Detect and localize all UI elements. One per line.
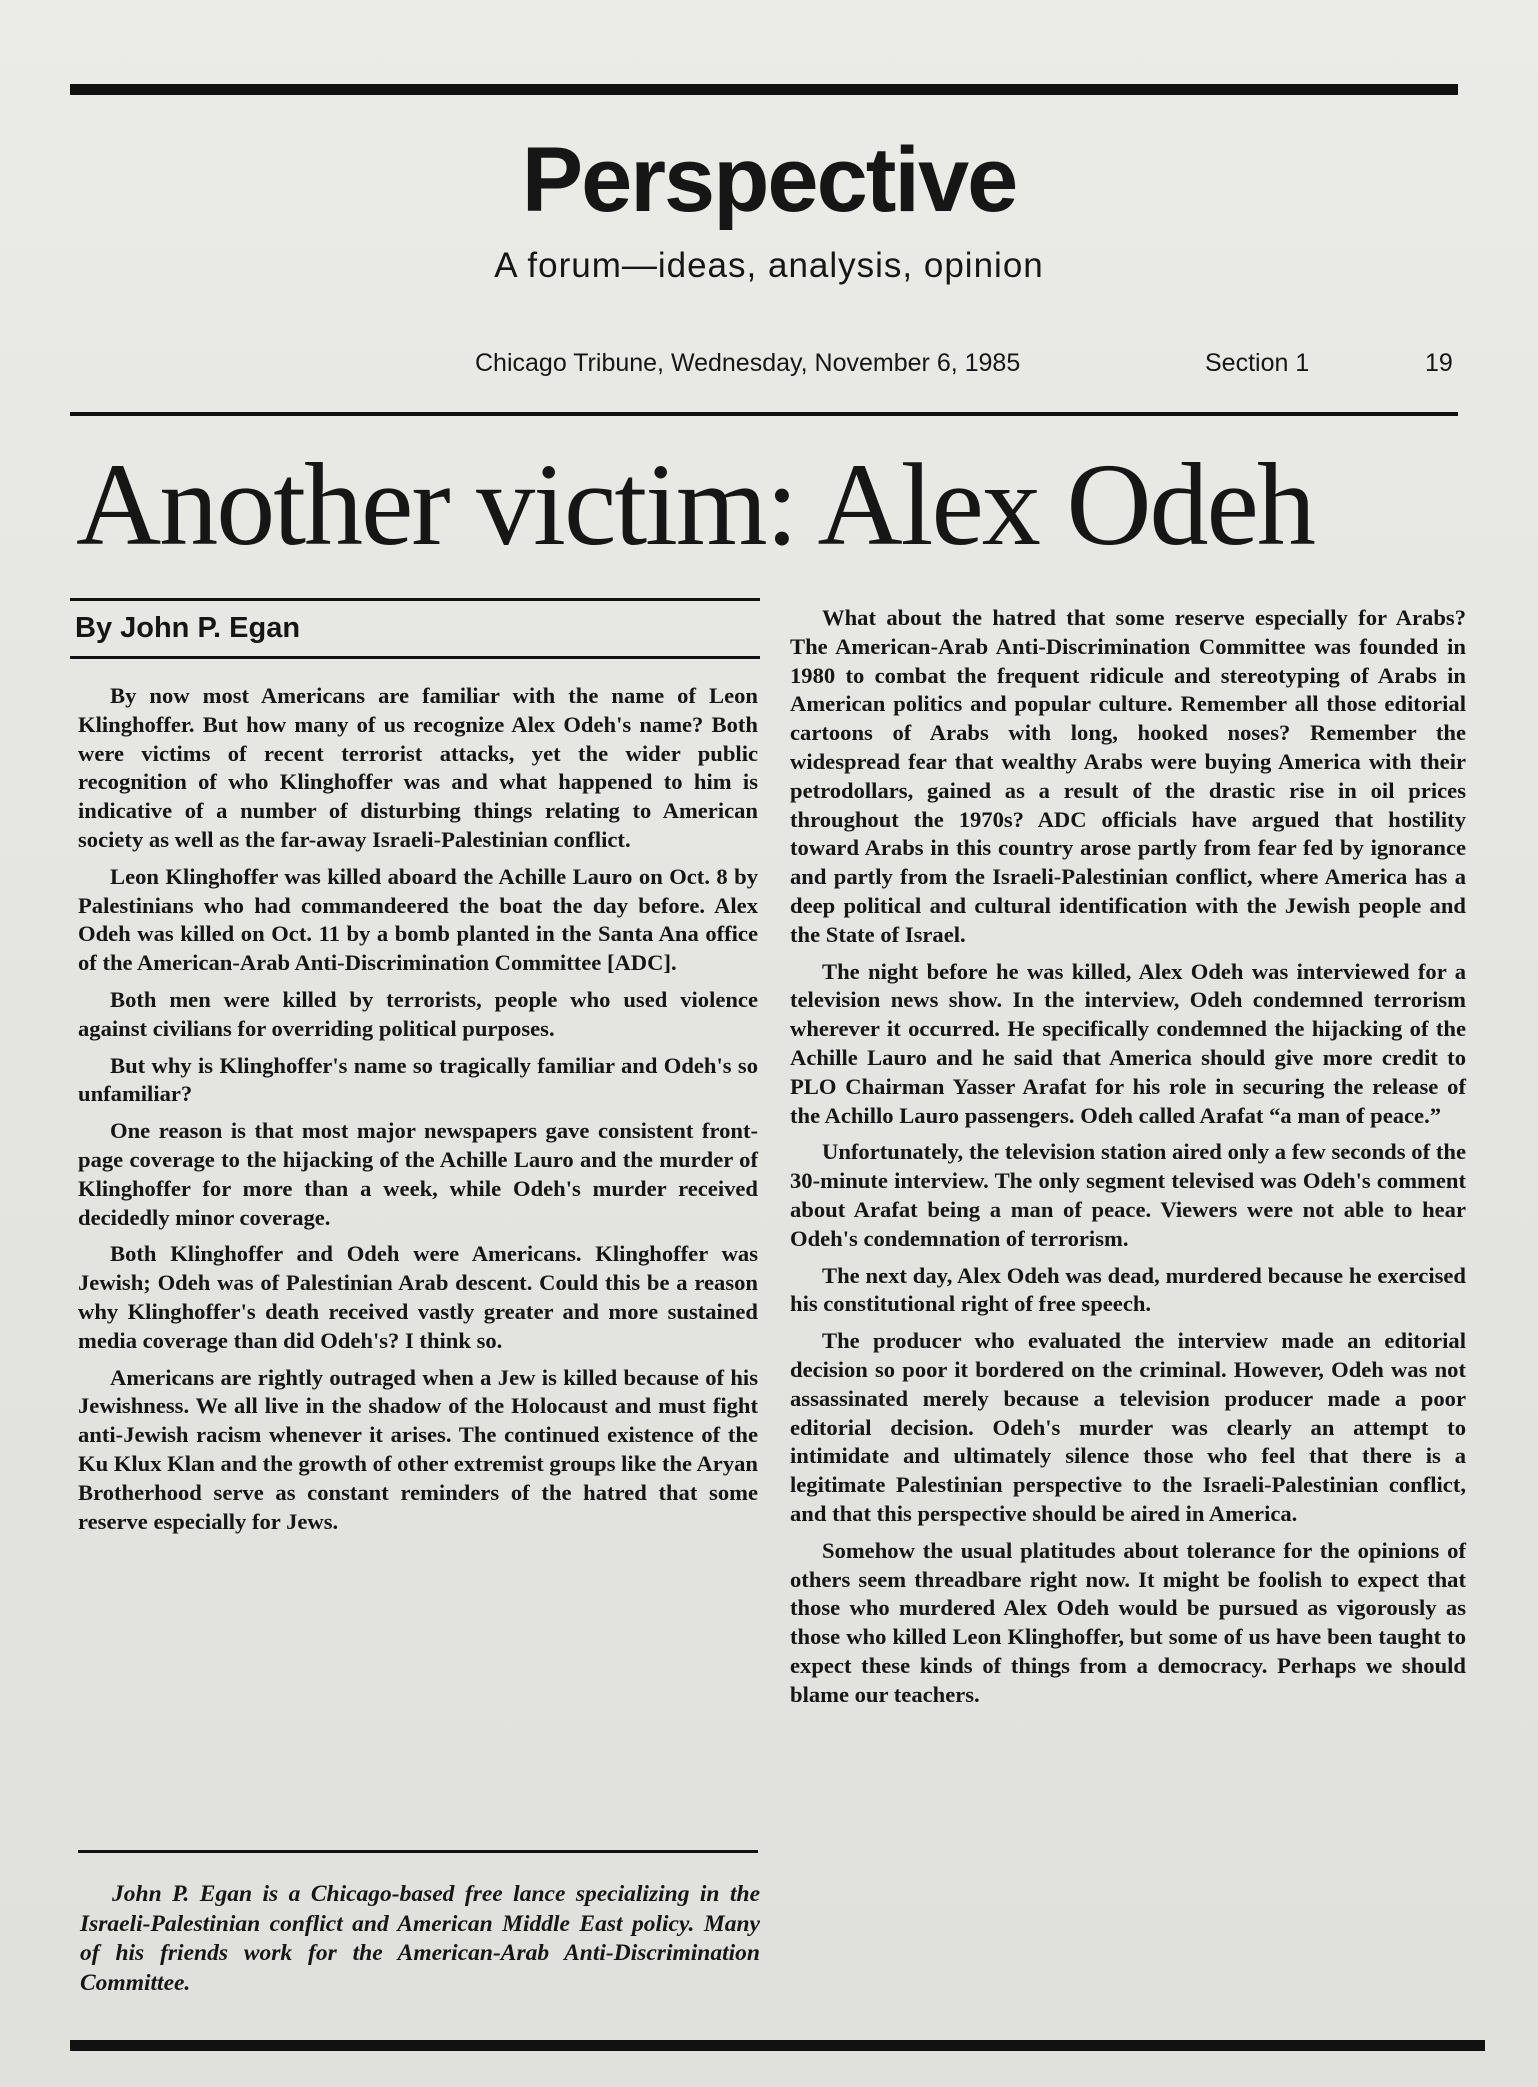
dateline-paper-date: Chicago Tribune, Wednesday, November 6, 1985 [475, 349, 1021, 377]
section-title: Perspective [521, 129, 1017, 231]
paragraph: One reason is that most major newspapers gave consistent front-page coverage to the hijacking of the Achille Lauro and the murder of Klinghoffer for more than a week, while Odeh's murder received decidedly minor coverage. [78, 1118, 758, 1230]
dateline-page-number: 19 [1425, 349, 1453, 377]
paragraph: Unfortunately, the television station aired only a few seconds of the 30-minute interview. The only segment televised was Odeh's comment about Arafat being a man of peace. Viewers were not able to hear Odeh's condemnation of terrorism. [790, 1139, 1466, 1251]
paragraph: Leon Klinghoffer was killed aboard the Achille Lauro on Oct. 8 by Palestinians who had commandeered the boat the day before. Alex Odeh was killed on Oct. 11 by a bomb planted in the Santa Ana office of the American-Arab Anti-Discrimination Committee [ADC]. [78, 863, 758, 976]
paragraph: But why is Klinghoffer's name so tragically familiar and Odeh's so unfamiliar? [78, 1052, 758, 1107]
article-column-right [790, 604, 1466, 1717]
author-note-text: John P. Egan is a Chicago-based free lance specializing in the Israeli-Palestinian conflict and American Middle East policy. Many of his friends work for the American-Arab Anti-Discrimination Committee. [80, 1881, 760, 1996]
dateline-section: Section 1 [1205, 349, 1310, 377]
paragraph: The producer who evaluated the interview made an editorial decision so poor it bordered on the criminal. However, Odeh was not assassinated merely because a television producer made a poor editorial decision. Odeh's murder was clearly an attempt to intimidate and ultimately silence those who feel that there is a legitimate Palestinian perspective to the Israeli-Palestinian conflict, and that this perspective should be aired in America. [790, 1328, 1466, 1526]
article-column-left [78, 682, 758, 1544]
author-note [80, 1880, 760, 1998]
paragraph: Both men were killed by terrorists, people who used violence against civilians for overriding political purposes. [78, 986, 758, 1041]
byline-rule-top [70, 598, 760, 601]
paragraph: The next day, Alex Odeh was dead, murdered because he exercised his constitutional right of free speech. [790, 1262, 1466, 1317]
masthead-rule [70, 412, 1458, 416]
paragraph: By now most Americans are familiar with the name of Leon Klinghoffer. But how many of us recognize Alex Odeh's name? Both were victims of recent terrorist attacks, yet the wider public recognition of who Klinghoffer was and what happened to him is indicative of a number of disturbing things relating to American society as well as the far-away Israeli-Palestinian conflict. [78, 683, 758, 852]
paragraph: Somehow the usual platitudes about tolerance for the opinions of others seem threadbare right now. It might be foolish to expect that those who murdered Alex Odeh would be pursued as vigorously as those who killed Leon Klinghoffer, but some of us have been taught to expect these kinds of things from a democracy. Perhaps we should blame our teachers. [790, 1537, 1466, 1707]
bottom-rule [70, 2040, 1485, 2051]
section-tagline: A forum—ideas, analysis, opinion [494, 246, 1044, 285]
byline: By John P. Egan [75, 612, 301, 644]
headline: Another victim: Alex Odeh [76, 439, 1314, 570]
paragraph: The night before he was killed, Alex Odeh was interviewed for a television news show. In the interview, Odeh condemned terrorism wherever it occurred. He specifically condemned the hijacking of the Achille Lauro and he said that America should give more credit to PLO Chairman Yasser Arafat for his role in securing the release of the Achillo Lauro passengers. Odeh called Arafat “a man of peace.” [790, 958, 1466, 1128]
paragraph: Both Klinghoffer and Odeh were Americans. Klinghoffer was Jewish; Odeh was of Palestinian Arab descent. Could this be a reason why Klinghoffer's death received vastly greater and more sustained media coverage than did Odeh's? I think so. [78, 1241, 758, 1353]
author-note-rule [78, 1850, 758, 1853]
paragraph: What about the hatred that some reserve especially for Arabs? The American-Arab Anti-Discrimination Committee was founded in 1980 to combat the frequent ridicule and stereotyping of Arabs in American politics and popular culture. Remember all those editorial cartoons of Arabs with long, hooked noses? Remember the widespread fear that wealthy Arabs were buying America with their petrodollars, gained as a result of the drastic rise in oil prices throughout the 1970s? ADC officials have argued that hostility toward Arabs in this country arose partly from fear fed by ignorance and partly from the Israeli-Palestinian conflict, where America has a deep political and cultural identification with the Jewish people and the State of Israel. [790, 605, 1466, 947]
paragraph: Americans are rightly outraged when a Jew is killed because of his Jewishness. We all live in the shadow of the Holocaust and must fight anti-Jewish racism whenever it arises. The continued existence of the Ku Klux Klan and the growth of other extremist groups like the Aryan Brotherhood serve as constant reminders of the hatred that some reserve especially for Jews. [78, 1364, 758, 1534]
top-rule [70, 84, 1458, 95]
byline-rule-bottom [70, 656, 760, 659]
